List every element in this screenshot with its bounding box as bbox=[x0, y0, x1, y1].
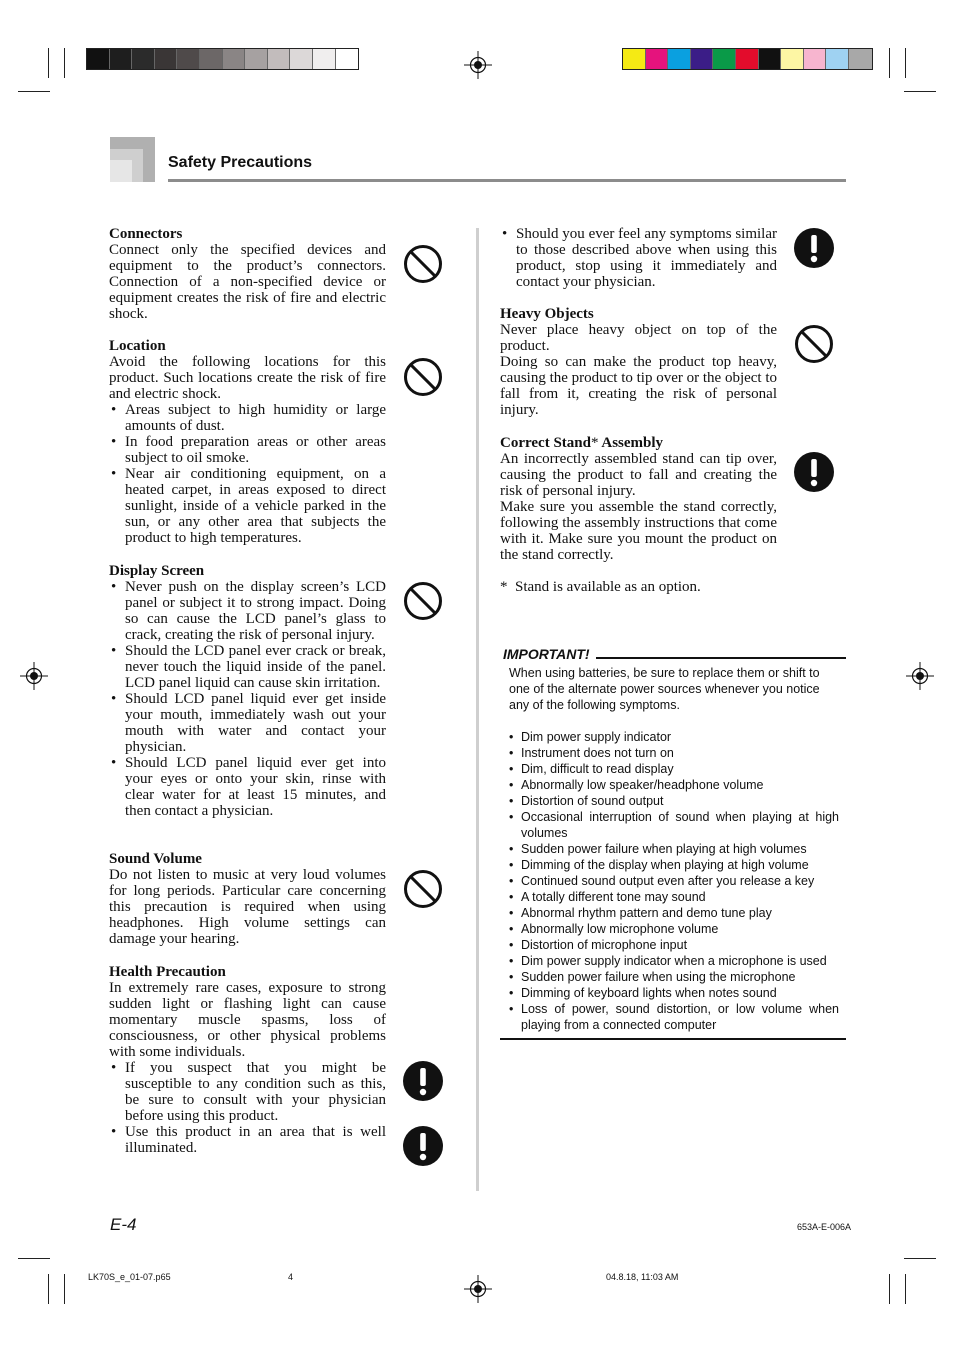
color-swatch bbox=[759, 49, 782, 69]
list-item: • Sudden power failure when playing at high volumes bbox=[509, 841, 839, 857]
list-item: • Instrument does not turn on bbox=[509, 745, 839, 761]
important-text: When using batteries, be sure to replace them or shift to one of the alternate power sources whenever you notice any of the following symptoms. bbox=[509, 666, 820, 712]
document-code: 653A-E-006A bbox=[797, 1222, 852, 1232]
connectors-text: Connect only the specified devices and equipment to the product’s connectors. Connection of a non-specified device or equipment creates the risk of fire and electric shock. bbox=[109, 242, 386, 322]
display-screen-heading: Display Screen bbox=[109, 563, 205, 579]
gray-swatch bbox=[290, 49, 313, 69]
list-item: • Should LCD panel liquid ever get inside your mouth, immediately wash out your mouth with water and contact your physician. bbox=[109, 691, 386, 755]
heavy-objects-heading: Heavy Objects bbox=[500, 306, 594, 322]
important-title: IMPORTANT! bbox=[503, 646, 590, 662]
health-precaution-body bbox=[109, 980, 386, 1156]
list-item: • Abnormally low microphone volume bbox=[509, 921, 839, 937]
heavy-text-1: Never place heavy object on top of the product. bbox=[500, 322, 777, 354]
prohibition-icon bbox=[403, 357, 443, 397]
color-swatch bbox=[781, 49, 804, 69]
color-swatch bbox=[826, 49, 849, 69]
print-timestamp: 04.8.18, 11:03 AM bbox=[606, 1272, 679, 1282]
gray-swatch bbox=[87, 49, 110, 69]
stand-heading-asterisk: * bbox=[590, 435, 599, 451]
page-title: Safety Precautions bbox=[168, 154, 313, 171]
color-swatch bbox=[736, 49, 759, 69]
color-swatch bbox=[646, 49, 669, 69]
list-item: • Distortion of microphone input bbox=[509, 937, 839, 953]
list-item: • If you suspect that you might be susceptible to any condition such as this, be sure to consult with your physician before using this product. bbox=[109, 1060, 386, 1124]
exclamation-icon bbox=[403, 1061, 443, 1101]
color-swatch bbox=[668, 49, 691, 69]
list-item: • Should the LCD panel ever crack or break, never touch the liquid inside of the panel. LCD panel liquid can cause skin irritation. bbox=[109, 643, 386, 691]
color-swatch bbox=[849, 49, 872, 69]
exclamation-icon bbox=[403, 1126, 443, 1166]
list-item: • In food preparation areas or other areas subject to oil smoke. bbox=[109, 434, 386, 466]
gray-swatch bbox=[223, 49, 246, 69]
color-swatch bbox=[804, 49, 827, 69]
list-item: • Dimming of the display when playing at high volume bbox=[509, 857, 839, 873]
list-item: • Abnormal rhythm pattern and demo tune play bbox=[509, 905, 839, 921]
correct-stand-heading bbox=[500, 435, 663, 451]
list-item: • Should LCD panel liquid ever get into your eyes or onto your skin, rinse with clear water for at least 15 minutes, and then contact a physician. bbox=[109, 755, 386, 819]
sound-volume-heading: Sound Volume bbox=[109, 851, 202, 867]
stand-text-2: Make sure you assemble the stand correctly, following the assembly instructions that come with it. Make sure you mount the product on the stand correctly. bbox=[500, 499, 777, 563]
list-item: • Areas subject to high humidity or large amounts of dust. bbox=[109, 402, 386, 434]
column-divider bbox=[476, 228, 479, 1191]
list-item: • Should you ever feel any symptoms similar to those described above when using this product, stop using it immediately and contact your physician. bbox=[500, 226, 777, 290]
list-item: • Dim, difficult to read display bbox=[509, 761, 839, 777]
list-item: • Use this product in an area that is well illuminated. bbox=[109, 1124, 386, 1156]
exclamation-icon bbox=[794, 452, 834, 492]
list-item: • Occasional interruption of sound when playing at high volumes bbox=[509, 809, 839, 841]
connectors-heading: Connectors bbox=[109, 226, 183, 242]
prohibition-icon bbox=[403, 244, 443, 284]
header-rule bbox=[168, 179, 846, 182]
sound-volume-text: Do not listen to music at very loud volumes for long periods. Particular care concerning this precaution is required when using headphones. High volume settings can damage your hearing. bbox=[109, 867, 386, 947]
prohibition-icon bbox=[403, 581, 443, 621]
location-heading: Location bbox=[109, 338, 166, 354]
page-number: E-4 bbox=[110, 1215, 137, 1234]
gray-scale-bar bbox=[86, 48, 359, 70]
important-bottom-rule bbox=[500, 1038, 846, 1040]
gray-swatch bbox=[268, 49, 291, 69]
list-item: • Near air conditioning equipment, on a heated carpet, in areas exposed to direct sunlight, inside of a vehicle parked in the sun, or any other area that subjects the product to high temperatures. bbox=[109, 466, 386, 546]
list-item: • Distortion of sound output bbox=[509, 793, 839, 809]
important-top-rule bbox=[596, 657, 846, 659]
prohibition-icon bbox=[794, 324, 834, 364]
stand-heading-b: Assembly bbox=[598, 435, 664, 451]
registration-mark-icon bbox=[20, 662, 48, 690]
gray-swatch bbox=[336, 49, 359, 69]
heavy-text-2: Doing so can make the product top heavy, causing the product to tip over or the object to fall from it, creating the risk of personal injury. bbox=[500, 354, 778, 418]
gray-swatch bbox=[155, 49, 178, 69]
section-marker bbox=[110, 137, 155, 182]
color-swatch bbox=[623, 49, 646, 69]
health-text: In extremely rare cases, exposure to strong sudden light or flashing light can cause momentary muscle spasms, loss of consciousness, or other physical problems with some individuals. bbox=[109, 980, 386, 1060]
registration-mark-icon bbox=[906, 662, 934, 690]
list-item: • A totally different tone may sound bbox=[509, 889, 839, 905]
registration-mark-icon bbox=[464, 1275, 492, 1303]
list-item: • Dim power supply indicator bbox=[509, 729, 839, 745]
list-item: • Never push on the display screen’s LCD panel or subject it to strong impact. Doing so can cause the LCD panel’s glass to crack, creating the risk of personal injury. bbox=[109, 579, 386, 643]
correct-stand-body bbox=[500, 451, 777, 563]
sheet-number: 4 bbox=[288, 1272, 294, 1282]
stand-footnote: * Stand is available as an option. bbox=[500, 579, 701, 595]
exclamation-icon bbox=[794, 228, 834, 268]
symptoms-body bbox=[500, 226, 777, 290]
list-item: • Sudden power failure when using the microphone bbox=[509, 969, 839, 985]
gray-swatch bbox=[200, 49, 223, 69]
stand-text-1: An incorrectly assembled stand can tip over, causing the product to fall and creating the risk of personal injury. bbox=[500, 451, 777, 499]
important-symptom-list bbox=[509, 729, 839, 1033]
heavy-objects-body bbox=[500, 322, 777, 418]
list-item: • Abnormally low speaker/headphone volume bbox=[509, 777, 839, 793]
file-name: LK70S_e_01-07.p65 bbox=[88, 1272, 171, 1282]
color-swatch bbox=[713, 49, 736, 69]
registration-mark-icon bbox=[464, 51, 492, 79]
list-item: • Dimming of keyboard lights when notes sound bbox=[509, 985, 839, 1001]
gray-swatch bbox=[110, 49, 133, 69]
stand-heading-a: Correct Stand bbox=[500, 435, 591, 451]
gray-swatch bbox=[245, 49, 268, 69]
color-swatch bbox=[691, 49, 714, 69]
health-precaution-heading: Health Precaution bbox=[109, 964, 226, 980]
prohibition-icon bbox=[403, 869, 443, 909]
list-item: • Dim power supply indicator when a microphone is used bbox=[509, 953, 839, 969]
gray-swatch bbox=[177, 49, 200, 69]
list-item: • Continued sound output even after you release a key bbox=[509, 873, 839, 889]
color-scale-bar bbox=[622, 48, 873, 70]
list-item: • Loss of power, sound distortion, or low volume when playing from a connected computer bbox=[509, 1001, 839, 1033]
gray-swatch bbox=[132, 49, 155, 69]
display-screen-body bbox=[109, 579, 386, 819]
location-text: Avoid the following locations for this product. Such locations create the risk of fire and electric shock. bbox=[109, 354, 386, 402]
gray-swatch bbox=[313, 49, 336, 69]
location-body bbox=[109, 354, 386, 546]
